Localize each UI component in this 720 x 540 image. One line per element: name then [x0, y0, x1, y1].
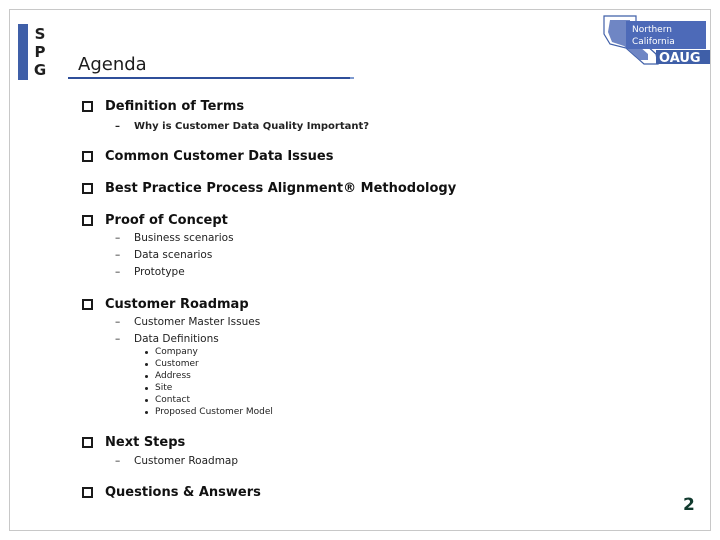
dash-bullet-icon: – [115, 455, 121, 467]
agenda-item-label: Definition of Terms [105, 99, 245, 114]
dot-bullet-icon [145, 351, 148, 354]
agenda-subsubitem-label: Company [155, 347, 198, 357]
oaug-line1: Northern [632, 25, 672, 35]
agenda-subitem [115, 333, 219, 345]
agenda-subitem-label: Why is Customer Data Quality Important? [134, 121, 370, 132]
agenda-item-common-issues [82, 149, 333, 164]
agenda-item-label: Next Steps [105, 435, 186, 450]
agenda-item-label: Common Customer Data Issues [105, 149, 334, 164]
agenda-subsubitem [145, 383, 172, 393]
dash-bullet-icon: – [115, 316, 121, 328]
agenda-subsubitem-label: Proposed Customer Model [155, 407, 273, 417]
agenda-item-customer-roadmap [82, 297, 249, 312]
agenda-subitem-label: Customer Roadmap [134, 455, 239, 467]
agenda-subitem [115, 232, 234, 244]
agenda-item-best-practice [82, 181, 456, 196]
oaug-brand: OAUG [659, 51, 701, 66]
square-bullet-icon [82, 151, 93, 162]
agenda-subsubitem-label: Contact [155, 395, 191, 405]
agenda-item-label: Customer Roadmap [105, 297, 249, 312]
spg-letter-p: P [34, 43, 46, 61]
agenda-subsubitem-label: Address [155, 371, 191, 381]
square-bullet-icon [82, 487, 93, 498]
agenda-item-proof-of-concept [82, 213, 228, 228]
agenda-subitem [115, 266, 185, 278]
agenda-item-label: Proof of Concept [105, 213, 228, 228]
dash-bullet-icon: – [115, 121, 120, 132]
agenda-subitem-label: Prototype [134, 266, 185, 278]
agenda-subitem-label: Data Definitions [134, 333, 219, 345]
slide-title: Agenda [78, 54, 147, 75]
square-bullet-icon [82, 183, 93, 194]
square-bullet-icon [82, 101, 93, 112]
agenda-subsubitem [145, 359, 199, 369]
agenda-subitem-label: Data scenarios [134, 249, 213, 261]
agenda-subsubitem-label: Site [155, 383, 173, 393]
agenda-subitem-label: Customer Master Issues [134, 316, 261, 328]
agenda-subsubitem [145, 395, 190, 405]
page-number: 2 [683, 495, 695, 515]
square-bullet-icon [82, 299, 93, 310]
agenda-item-next-steps [82, 435, 185, 450]
dot-bullet-icon [145, 375, 148, 378]
dot-bullet-icon [145, 387, 148, 390]
agenda-subitem [115, 316, 260, 328]
oaug-line2: California [632, 37, 675, 47]
agenda-subsubitem-label: Customer [155, 359, 199, 369]
agenda-subsubitem [145, 347, 198, 357]
square-bullet-icon [82, 215, 93, 226]
dot-bullet-icon [145, 363, 148, 366]
agenda-item-label: Best Practice Process Alignment® Methodology [105, 181, 457, 196]
agenda-subsubitem [145, 407, 273, 417]
agenda-subitem [115, 121, 369, 132]
square-bullet-icon [82, 437, 93, 448]
agenda-item-definition-of-terms [82, 99, 244, 114]
agenda-subitem [115, 455, 238, 467]
agenda-subitem-label: Business scenarios [134, 232, 234, 244]
agenda-subsubitem [145, 371, 191, 381]
dash-bullet-icon: – [115, 266, 121, 278]
agenda-subitem [115, 249, 212, 261]
dot-bullet-icon [145, 399, 148, 402]
dash-bullet-icon: – [115, 249, 121, 261]
spg-letter-g: G [33, 61, 47, 79]
agenda-item-label: Questions & Answers [105, 485, 261, 500]
dash-bullet-icon: – [115, 333, 121, 345]
dash-bullet-icon: – [115, 232, 121, 244]
spg-letter-s: S [34, 25, 46, 43]
dot-bullet-icon [145, 411, 148, 414]
agenda-item-questions [82, 485, 261, 500]
